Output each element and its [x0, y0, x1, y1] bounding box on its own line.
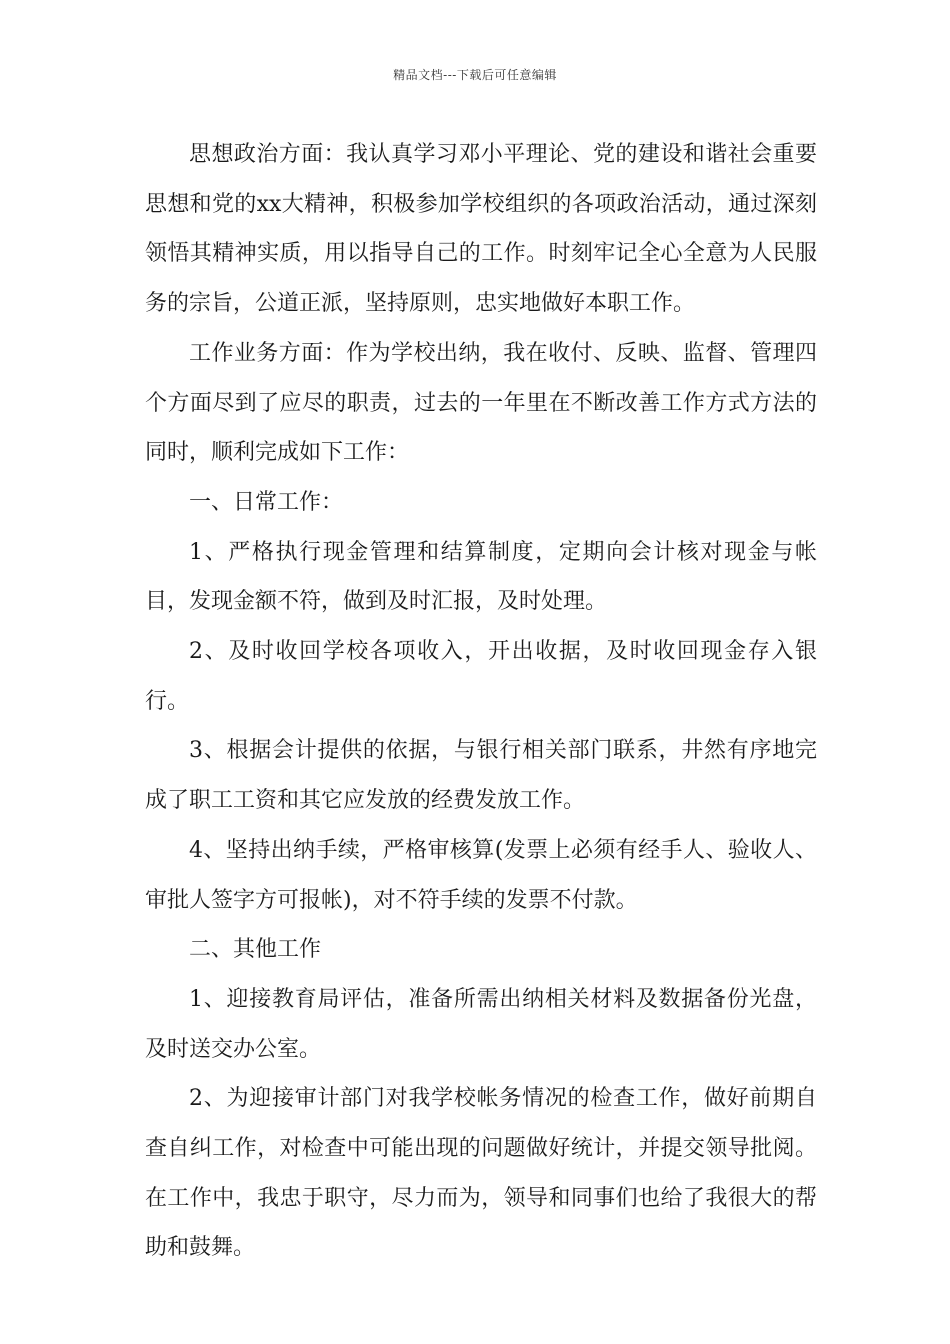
section-heading-daily-work: 一、日常工作：	[189, 489, 344, 515]
page-header: 精品文档---下载后可任意编辑	[393, 68, 557, 82]
list-item-other-2: 2、为迎接审计部门对我学校帐务情况的检查工作，做好前期自查自纠工作，对检查中可能出现的问题做好统计，并提交领导批阅。在工作中，我忠于职守，尽力而为，领导和同事们也给了我很大的帮助和鼓舞。	[145, 1086, 817, 1261]
list-item-daily-4: 4、坚持出纳手续，严格审核算(发票上必须有经手人、验收人、审批人签字方可报帐)，对不符手续的发票不付款。	[145, 837, 817, 913]
document-body	[145, 130, 817, 1273]
paragraph-work-business: 工作业务方面：作为学校出纳，我在收付、反映、监督、管理四个方面尽到了应尽的职责，过去的一年里在不断改善工作方式方法的同时，顺利完成如下工作：	[145, 340, 817, 466]
list-item-other-1: 1、迎接教育局评估，准备所需出纳相关材料及数据备份光盘，及时送交办公室。	[145, 986, 817, 1062]
list-item-daily-3: 3、根据会计提供的依据，与银行相关部门联系，井然有序地完成了职工工资和其它应发放的经费发放工作。	[145, 738, 817, 814]
section-heading-other-work: 二、其他工作	[189, 937, 322, 963]
paragraph-political: 思想政治方面：我认真学习邓小平理论、党的建设和谐社会重要思想和党的xx大精神，积极参加学校组织的各项政治活动，通过深刻领悟其精神实质，用以指导自己的工作。时刻牢记全心全意为人民服务的宗旨，公道正派，坚持原则，忠实地做好本职工作。	[145, 142, 817, 317]
list-item-daily-2: 2、及时收回学校各项收入，开出收据，及时收回现金存入银行。	[145, 639, 817, 714]
list-item-daily-1: 1、严格执行现金管理和结算制度，定期向会计核对现金与帐目，发现金额不符，做到及时汇报，及时处理。	[145, 539, 817, 615]
